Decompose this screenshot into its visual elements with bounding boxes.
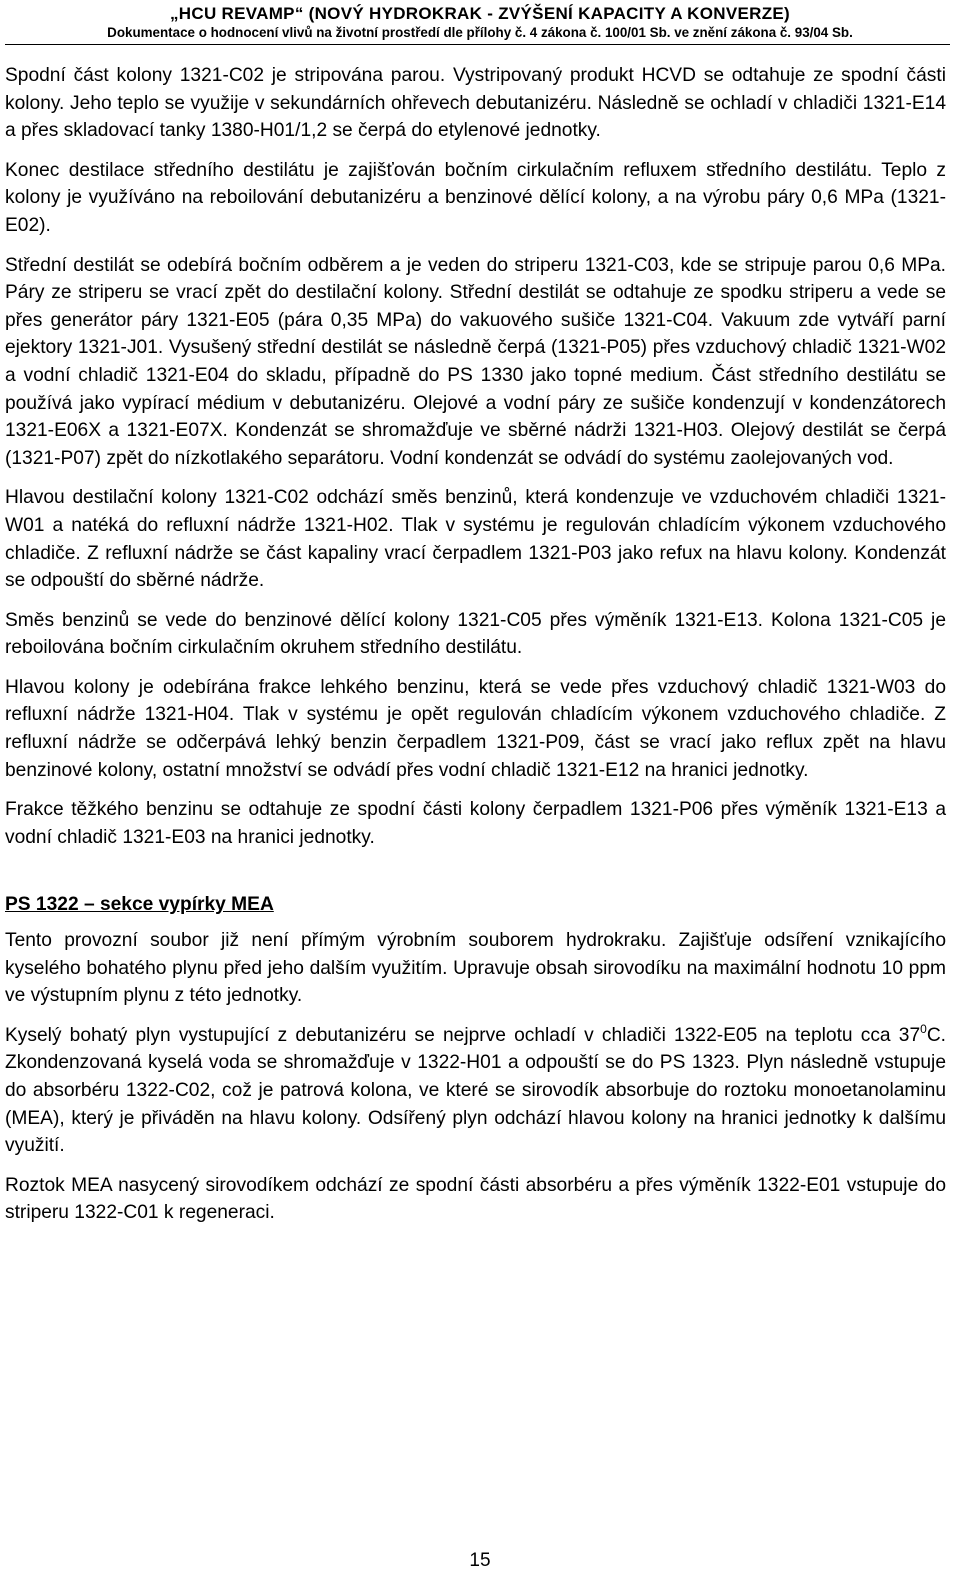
header-subtitle: Dokumentace o hodnocení vlivů na životní prostředí dle přílohy č. 4 zákona č. 100/01 Sb. ve znění zákona č. 93/04 Sb. [107, 25, 853, 40]
paragraph-column-head: Hlavou destilační kolony 1321-C02 odchází směs benzinů, která kondenzuje ve vzduchovém chladiči 1321-W01 a natéká do refluxní nádrže 1321-H02. Tlak v systému je regulován chladícím výkonem vzduchového chladiče. Z refluxní nádrže se část kapaliny vrací čerpadlem 1321-P03 jako refux na hlavu kolony. Kondenzát se odpouští do sběrné nádrže. [5, 487, 946, 592]
section-paragraph-gas-flow [5, 1022, 946, 1160]
header-divider [5, 44, 950, 45]
section-heading: PS 1322 – sekce vypírky MEA [5, 894, 274, 916]
degree-superscript: 0 [920, 1021, 927, 1036]
document-header [0, 0, 960, 42]
paragraph-light-gasoline: Hlavou kolony je odebírána frakce lehkého benzinu, která se vede přes vzduchový chladič 1321-W03 do refluxní nádrže 1321-H04. Tlak v systému je opět regulován chladícím výkonem vzduchového chladiče. Z refluxní nádrže se odčerpává lehký benzin čerpadlem 1321-P09, část se vrací jako reflux zpět na hlavu benzinové kolony, ostatní množství se odvádí přes vodní chladič 1321-E12 na hranici jednotky. [5, 676, 946, 781]
gas-flow-text-end: C. Zkondenzovaná kyselá voda se shromažďuje v 1322-H01 a odpouští se do PS 1323. Plyn následně vstupuje do absorbéru 1322-C02, což je patrová kolona, ve které se sirovodík absorbuje do roztoku monoetanolaminu (MEA), který je přiváděn na hlavu kolony. Odsířený plyn odchází hlavou kolony na hranici jednotky k dalšímu využití. [5, 1024, 946, 1157]
paragraph-stripping: Spodní část kolony 1321-C02 je stripována parou. Vystripovaný produkt HCVD se odtahuje ze spodní části kolony. Jeho teplo se využije v sekundárních ohřevech debutanizéru. Následně se ochladí v chladiči 1321-E14 a přes skladovací tanky 1380-H01/1,2 se čerpá do etylenové jednotky. [5, 65, 946, 142]
paragraph-heavy-gasoline: Frakce těžkého benzinu se odtahuje ze spodní části kolony čerpadlem 1321-P06 přes výměník 1321-E13 a vodní chladič 1321-E03 na hranici jednotky. [5, 799, 946, 848]
section-paragraph-intro: Tento provozní soubor již není přímým výrobním souborem hydrokraku. Zajišťuje odsíření vznikajícího kyselého bohatého plynu před jeho dalším využitím. Upravuje obsah sirovodíku na maximální hodnotu 10 ppm ve výstupním plynu z této jednotky. [5, 930, 946, 1007]
paragraph-middle-distillate: Střední destilát se odebírá bočním odběrem a je veden do striperu 1321-C03, kde se stripuje parou 0,6 MPa. Páry ze striperu se vrací zpět do destilační kolony. Střední destilát se odtahuje ze spodku striperu a vede se přes generátor páry 1321-E05 (pára 0,35 MPa) do vakuového sušiče 1321-C04. Vakuum zde vytváří parní ejektory 1321-J01. Vysušený střední destilát se následně čerpá (1321-P05) přes vzduchový chladič 1321-W02 a vodní chladič 1321-E04 do skladu, případně do PS 1330 jako topné medium. Část středního destilátu se používá jako vypírací médium v debutanizéru. Olejové a vodní páry ze sušiče kondenzují v kondenzátorech 1321-E06X a 1321-E07X. Kondenzát se shromažďuje ve sběrné nádrži 1321-H03. Olejový destilát se čerpá (1321-P07) zpět do nízkotlakého separátoru. Vodní kondenzát se odvádí do systému zaolejovaných vod. [5, 254, 946, 469]
section-paragraph-mea: Roztok MEA nasycený sirovodíkem odchází ze spodní části absorbéru a přes výměník 1322-E01 vstupuje do striperu 1322-C01 k regeneraci. [5, 1174, 946, 1224]
header-title: „HCU REVAMP“ (NOVÝ HYDROKRAK - ZVÝŠENÍ KAPACITY A KONVERZE) [170, 4, 790, 23]
paragraph-reflux: Konec destilace středního destilátu je zajišťován bočním cirkulačním refluxem středního destilátu. Teplo z kolony je využíváno na reboilování debutanizéru a benzinové dělící kolony, a na výrobu páry 0,6 MPa (1321-E02). [5, 159, 946, 236]
page-number: 15 [469, 1550, 491, 1571]
gas-flow-text-start: Kyselý bohatý plyn vystupující z debutanizéru se nejprve ochladí v chladiči 1322-E05 na teplotu cca 37 [5, 1024, 921, 1046]
paragraph-gasoline-mix: Směs benzinů se vede do benzinové dělící kolony 1321-C05 přes výměník 1321-E13. Kolona 1321-C05 je reboilována bočním cirkulačním okruhem středního destilátu. [5, 609, 946, 659]
document-body [5, 62, 946, 1239]
